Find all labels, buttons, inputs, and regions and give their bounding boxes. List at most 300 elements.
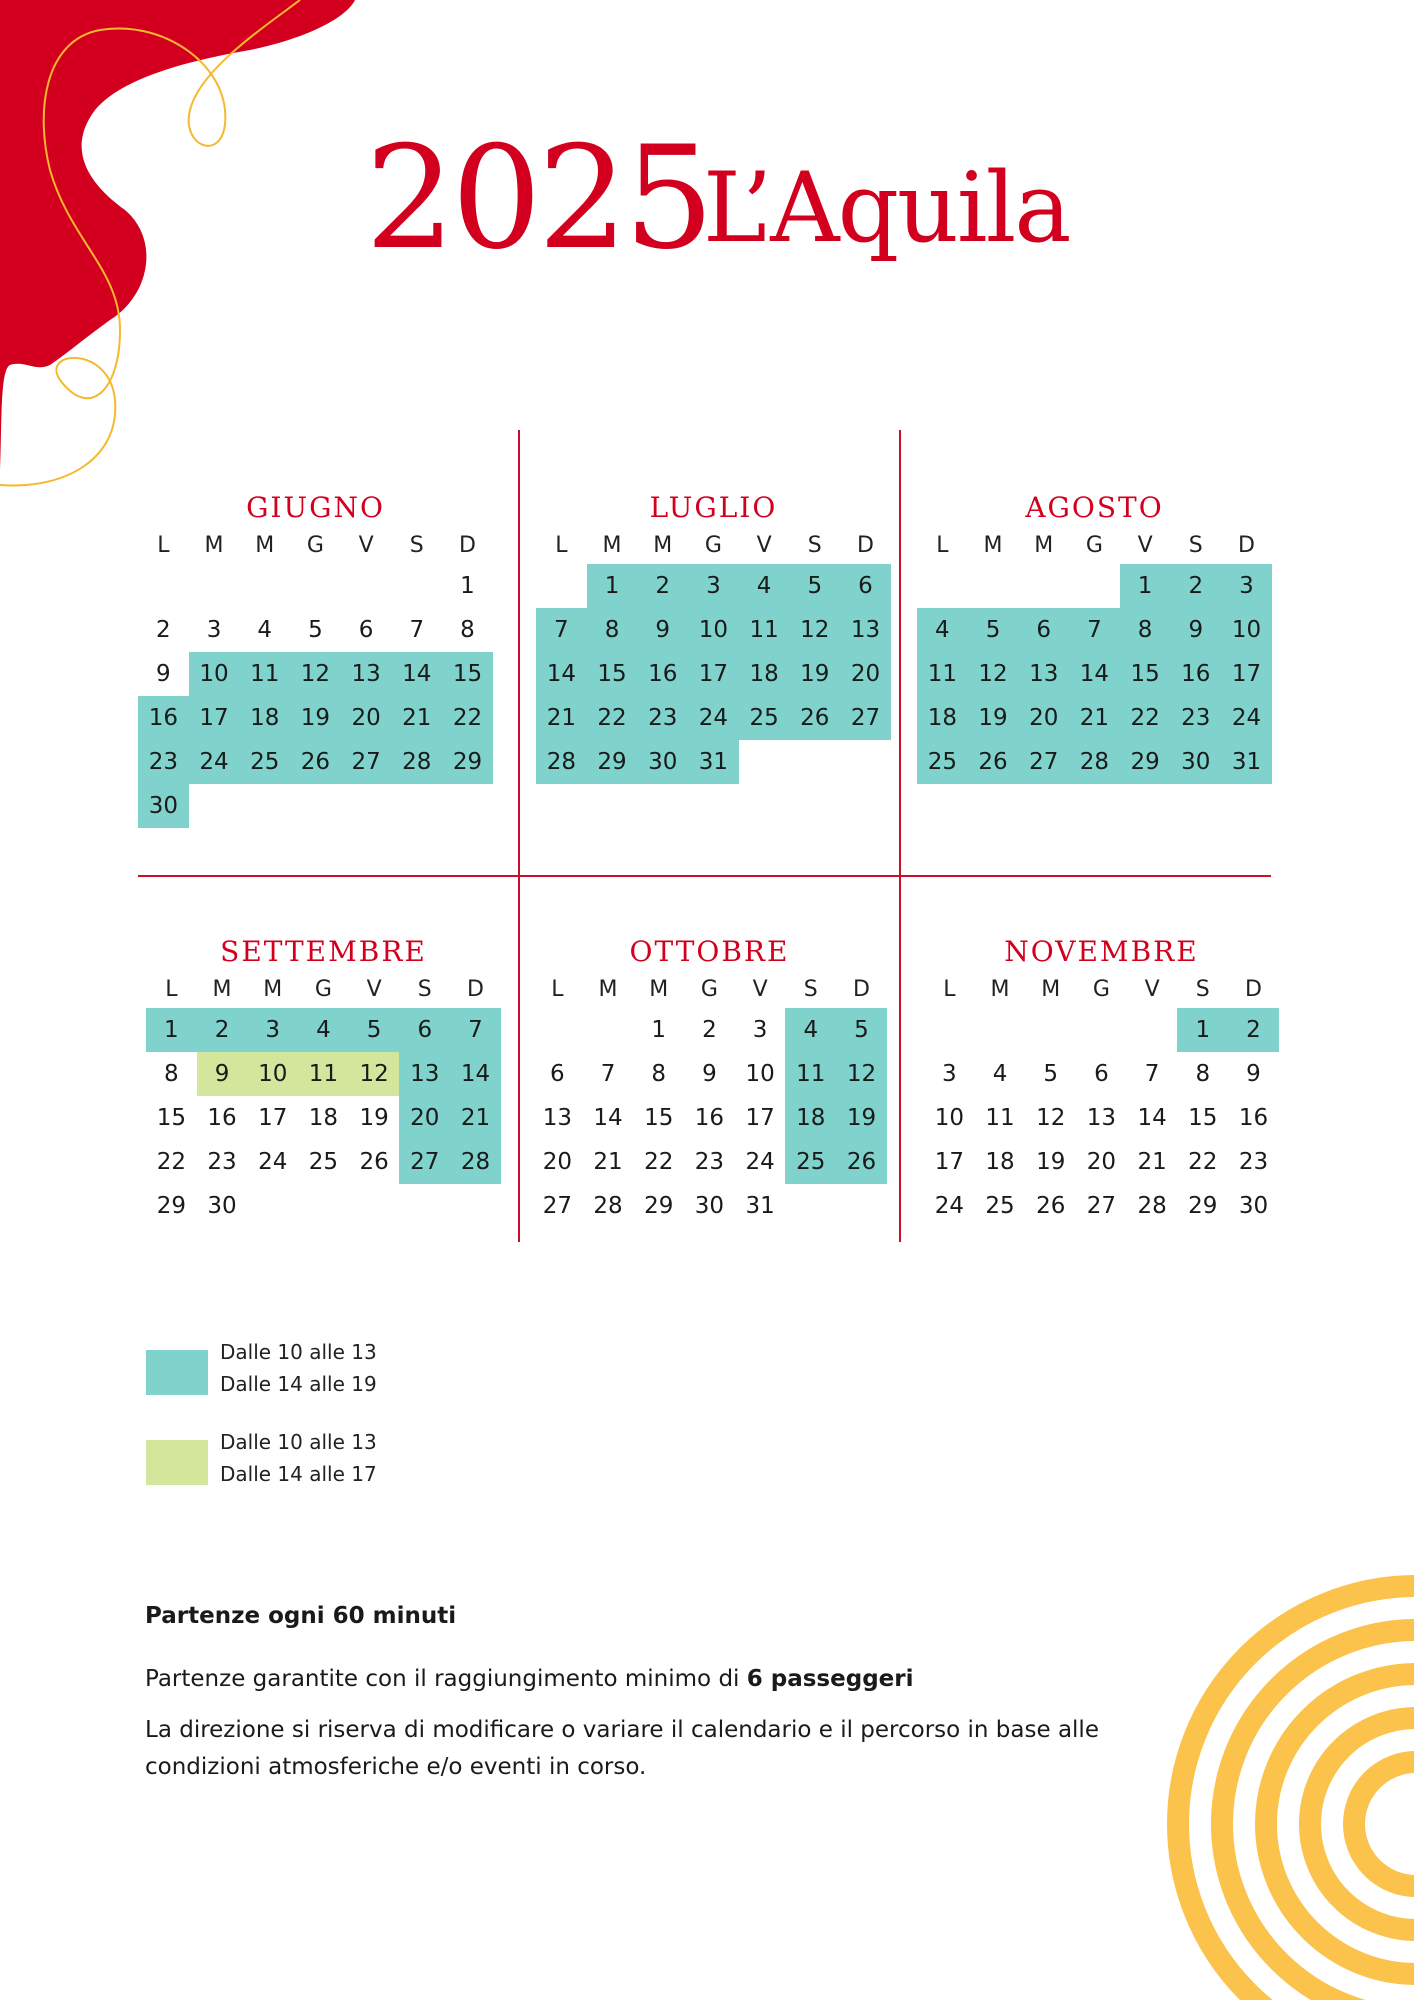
day-cell: 18 [308, 1105, 339, 1131]
day-cell: 11 [239, 652, 290, 696]
empty-day-cell [532, 1008, 583, 1052]
legend-line: Dalle 14 alle 19 [220, 1372, 377, 1396]
day-cell: 10 [1221, 608, 1272, 652]
day-cell: 1 [1120, 564, 1171, 608]
weekday-label: M [598, 977, 618, 1002]
day-cell: 5 [349, 1008, 400, 1052]
day-cell: 22 [442, 696, 493, 740]
day-cell: 13 [840, 608, 891, 652]
week-row [536, 564, 891, 608]
legend-swatch-teal [146, 1350, 208, 1395]
day-cell: 16 [207, 1105, 237, 1131]
day-cell: 10 [247, 1052, 298, 1096]
legend-line: Dalle 14 alle 17 [220, 1462, 377, 1486]
day-cell: 20 [542, 1149, 572, 1175]
day-cell: 3 [688, 564, 739, 608]
day-cell: 18 [785, 1096, 836, 1140]
week-row [924, 1008, 1279, 1052]
day-cell: 4 [739, 564, 790, 608]
weekday-label: V [358, 533, 374, 558]
day-cell: 1 [146, 1008, 197, 1052]
day-cell: 15 [156, 1105, 186, 1131]
day-cell: 31 [745, 1193, 775, 1219]
week-row [138, 696, 493, 740]
day-cell: 30 [694, 1193, 725, 1219]
weekday-label: M [204, 533, 224, 558]
weekday-label: M [649, 977, 669, 1002]
week-row [138, 564, 493, 608]
weekday-header [536, 528, 891, 564]
day-cell: 2 [156, 617, 171, 643]
divider-vertical-1 [518, 430, 520, 1242]
week-row [917, 740, 1272, 784]
yellow-rings-decoration [1154, 1480, 1414, 2000]
month-ottobre [532, 932, 887, 1228]
empty-day-cell [189, 784, 240, 828]
week-row [532, 1184, 887, 1228]
week-row [917, 608, 1272, 652]
legend-item-green [146, 1426, 377, 1490]
day-cell: 10 [688, 608, 739, 652]
day-cell: 26 [789, 696, 840, 740]
day-cell: 21 [450, 1096, 501, 1140]
day-cell: 17 [745, 1105, 775, 1131]
day-cell: 14 [593, 1105, 623, 1131]
day-cell: 23 [694, 1149, 725, 1175]
day-cell: 29 [442, 740, 493, 784]
day-cell: 9 [637, 608, 688, 652]
day-cell: 1 [460, 573, 475, 599]
day-cell: 20 [840, 652, 891, 696]
day-cell: 11 [298, 1052, 349, 1096]
empty-day-cell [391, 784, 442, 828]
empty-day-cell [1018, 564, 1069, 608]
day-cell: 13 [1086, 1105, 1117, 1131]
day-cell: 7 [600, 1061, 616, 1087]
week-row [924, 1052, 1279, 1096]
week-row [917, 696, 1272, 740]
week-row [536, 740, 891, 784]
legend-text-green [220, 1426, 377, 1490]
empty-day-cell [239, 784, 290, 828]
weekday-header [138, 528, 493, 564]
month-settembre [146, 932, 501, 1228]
day-cell: 15 [644, 1105, 674, 1131]
day-cell: 17 [934, 1149, 964, 1175]
empty-day-cell [583, 1008, 634, 1052]
day-cell: 26 [968, 740, 1019, 784]
day-cell: 5 [836, 1008, 887, 1052]
day-cell: 6 [358, 617, 374, 643]
day-cell: 28 [1069, 740, 1120, 784]
weekday-header [924, 972, 1279, 1008]
day-cell: 3 [206, 617, 222, 643]
weekday-label: M [1034, 533, 1054, 558]
empty-day-cell [785, 1184, 836, 1228]
day-cell: 17 [258, 1105, 288, 1131]
day-cell: 24 [1221, 696, 1272, 740]
week-row [536, 652, 891, 696]
weekday-label: G [306, 533, 324, 558]
day-cell: 26 [290, 740, 341, 784]
day-cell: 6 [1018, 608, 1069, 652]
day-cell: 25 [985, 1193, 1015, 1219]
day-cell: 28 [1137, 1193, 1167, 1219]
day-cell: 17 [1221, 652, 1272, 696]
day-cell: 16 [1170, 652, 1221, 696]
day-cell: 1 [1177, 1008, 1228, 1052]
legend-text-teal [220, 1336, 377, 1400]
day-cell: 2 [637, 564, 688, 608]
day-cell: 3 [1221, 564, 1272, 608]
month-name: GIUGNO [246, 491, 385, 524]
week-row [138, 740, 493, 784]
weekday-label: G [1085, 533, 1103, 558]
day-cell: 25 [239, 740, 290, 784]
legend-line: Dalle 10 alle 13 [220, 1340, 377, 1364]
day-cell: 30 [1170, 740, 1221, 784]
week-row [146, 1140, 501, 1184]
day-cell: 8 [1120, 608, 1171, 652]
empty-day-cell [239, 564, 290, 608]
day-cell: 22 [644, 1149, 674, 1175]
day-cell: 20 [1086, 1149, 1117, 1175]
day-cell: 31 [1221, 740, 1272, 784]
day-cell: 19 [968, 696, 1019, 740]
weekday-label: S [803, 977, 818, 1002]
day-cell: 29 [1188, 1193, 1218, 1219]
weekday-label: V [366, 977, 382, 1002]
day-cell: 24 [745, 1149, 775, 1175]
day-cell: 2 [1170, 564, 1221, 608]
week-row [138, 608, 493, 652]
week-row [138, 652, 493, 696]
week-row [536, 608, 891, 652]
day-cell: 28 [593, 1193, 623, 1219]
day-cell: 25 [739, 696, 790, 740]
day-cell: 18 [917, 696, 968, 740]
day-cell: 5 [968, 608, 1019, 652]
week-row [146, 1184, 501, 1228]
weekday-label: V [756, 533, 772, 558]
day-cell: 26 [836, 1140, 887, 1184]
day-cell: 9 [197, 1052, 248, 1096]
legend-line: Dalle 10 alle 13 [220, 1430, 377, 1454]
day-cell: 8 [164, 1061, 179, 1087]
day-cell: 12 [836, 1052, 887, 1096]
day-cell: 27 [341, 740, 392, 784]
day-cell: 24 [258, 1149, 288, 1175]
day-cell: 10 [934, 1105, 964, 1131]
day-cell: 12 [349, 1052, 400, 1096]
day-cell: 12 [1036, 1105, 1066, 1131]
day-cell: 19 [359, 1105, 389, 1131]
week-row [532, 1140, 887, 1184]
month-name: LUGLIO [649, 491, 778, 524]
day-cell: 18 [739, 652, 790, 696]
day-cell: 13 [341, 652, 392, 696]
day-cell: 22 [1188, 1149, 1218, 1175]
weekday-label: M [212, 977, 232, 1002]
day-cell: 14 [450, 1052, 501, 1096]
weekday-label: S [1188, 533, 1203, 558]
weekday-label: D [1237, 533, 1255, 558]
weekday-label: D [466, 977, 484, 1002]
week-row [924, 1096, 1279, 1140]
day-cell: 8 [587, 608, 638, 652]
day-cell: 23 [1238, 1149, 1269, 1175]
day-cell: 22 [1120, 696, 1171, 740]
empty-day-cell [450, 1184, 501, 1228]
empty-day-cell [1127, 1008, 1178, 1052]
day-cell: 11 [917, 652, 968, 696]
day-cell: 3 [752, 1017, 768, 1043]
week-row [917, 564, 1272, 608]
guarantee-text: Partenze garantite con il raggiungimento minimo di [145, 1666, 747, 1692]
day-cell: 8 [460, 617, 475, 643]
day-cell: 29 [156, 1193, 186, 1219]
day-cell: 25 [785, 1140, 836, 1184]
day-cell: 7 [409, 617, 425, 643]
empty-day-cell [138, 564, 189, 608]
empty-day-cell [290, 784, 341, 828]
day-cell: 21 [391, 696, 442, 740]
day-cell: 22 [587, 696, 638, 740]
day-cell: 16 [1238, 1105, 1269, 1131]
min-passengers: 6 passeggeri [746, 1666, 914, 1692]
month-giugno [138, 488, 493, 828]
weekday-label: M [1041, 977, 1061, 1002]
day-cell: 30 [207, 1193, 237, 1219]
day-cell: 29 [644, 1193, 674, 1219]
empty-day-cell [349, 1184, 400, 1228]
day-cell: 21 [593, 1149, 623, 1175]
weekday-label: S [409, 533, 424, 558]
weekday-label: V [752, 977, 768, 1002]
day-cell: 16 [637, 652, 688, 696]
day-cell: 24 [189, 740, 240, 784]
weekday-label: S [807, 533, 822, 558]
day-cell: 12 [968, 652, 1019, 696]
weekday-label: V [1144, 977, 1160, 1002]
day-cell: 2 [197, 1008, 248, 1052]
day-cell: 29 [1120, 740, 1171, 784]
day-cell: 5 [308, 617, 323, 643]
day-cell: 5 [789, 564, 840, 608]
day-cell: 31 [688, 740, 739, 784]
day-cell: 28 [536, 740, 587, 784]
day-cell: 13 [542, 1105, 572, 1131]
empty-day-cell [917, 564, 968, 608]
day-cell: 13 [399, 1052, 450, 1096]
empty-day-cell [247, 1184, 298, 1228]
day-cell: 21 [1137, 1149, 1167, 1175]
day-cell: 9 [702, 1061, 717, 1087]
day-cell: 6 [399, 1008, 450, 1052]
weekday-label: G [1092, 977, 1110, 1002]
week-row [146, 1052, 501, 1096]
day-cell: 2 [1228, 1008, 1279, 1052]
day-cell: 28 [450, 1140, 501, 1184]
day-cell: 14 [391, 652, 442, 696]
day-cell: 17 [189, 696, 240, 740]
title-city: L’Aquila [703, 152, 1070, 264]
weekday-label: M [990, 977, 1010, 1002]
day-cell: 4 [992, 1061, 1008, 1087]
day-cell: 19 [290, 696, 341, 740]
day-cell: 15 [587, 652, 638, 696]
weekday-label: D [1244, 977, 1262, 1002]
weekday-label: L [551, 977, 564, 1002]
day-cell: 14 [536, 652, 587, 696]
empty-day-cell [189, 564, 240, 608]
guarantee-note [145, 1661, 1145, 1698]
day-cell: 9 [156, 661, 171, 687]
empty-day-cell [968, 564, 1019, 608]
week-row [532, 1096, 887, 1140]
day-cell: 7 [1069, 608, 1120, 652]
empty-day-cell [391, 564, 442, 608]
day-cell: 29 [587, 740, 638, 784]
day-cell: 11 [739, 608, 790, 652]
weekday-header [146, 972, 501, 1008]
empty-day-cell [1069, 564, 1120, 608]
empty-day-cell [442, 784, 493, 828]
day-cell: 10 [745, 1061, 775, 1087]
day-cell: 30 [637, 740, 688, 784]
day-cell: 21 [536, 696, 587, 740]
divider-horizontal [138, 875, 1271, 877]
month-name: OTTOBRE [629, 935, 790, 968]
day-cell: 24 [688, 696, 739, 740]
day-cell: 6 [550, 1061, 565, 1087]
day-cell: 16 [138, 696, 189, 740]
week-row [532, 1008, 887, 1052]
notes-section [145, 1598, 1145, 1800]
day-cell: 22 [156, 1149, 186, 1175]
empty-day-cell [341, 784, 392, 828]
empty-day-cell [789, 740, 840, 784]
day-cell: 4 [298, 1008, 349, 1052]
week-row [146, 1008, 501, 1052]
month-name: NOVEMBRE [1004, 935, 1199, 968]
day-cell: 17 [688, 652, 739, 696]
day-cell: 20 [1018, 696, 1069, 740]
day-cell: 21 [1069, 696, 1120, 740]
empty-day-cell [341, 564, 392, 608]
title-year: 2025 [365, 116, 711, 281]
weekday-label: M [983, 533, 1003, 558]
red-blob-decoration [0, 0, 380, 500]
weekday-label: L [555, 533, 568, 558]
day-cell: 15 [442, 652, 493, 696]
day-cell: 23 [1170, 696, 1221, 740]
weekday-header [917, 528, 1272, 564]
legend-item-teal [146, 1336, 377, 1400]
weekday-label: L [157, 533, 170, 558]
yellow-ring-5 [1354, 1762, 1414, 1886]
day-cell: 20 [341, 696, 392, 740]
day-cell: 4 [917, 608, 968, 652]
month-agosto [917, 488, 1272, 784]
day-cell: 6 [840, 564, 891, 608]
divider-vertical-2 [899, 430, 901, 1242]
weekday-label: L [165, 977, 178, 1002]
empty-day-cell [1025, 1008, 1076, 1052]
month-name: AGOSTO [1025, 491, 1164, 524]
week-row [532, 1052, 887, 1096]
empty-day-cell [536, 564, 587, 608]
day-cell: 25 [917, 740, 968, 784]
day-cell: 19 [789, 652, 840, 696]
weekday-label: L [936, 533, 949, 558]
weekday-label: L [943, 977, 956, 1002]
empty-day-cell [1076, 1008, 1127, 1052]
weekday-label: M [263, 977, 283, 1002]
day-cell: 28 [391, 740, 442, 784]
day-cell: 20 [399, 1096, 450, 1140]
day-cell: 9 [1246, 1061, 1261, 1087]
day-cell: 11 [985, 1105, 1015, 1131]
day-cell: 8 [651, 1061, 667, 1087]
day-cell: 12 [290, 652, 341, 696]
day-cell: 14 [1137, 1105, 1167, 1131]
day-cell: 11 [785, 1052, 836, 1096]
day-cell: 27 [399, 1140, 450, 1184]
weekday-label: M [255, 533, 275, 558]
day-cell: 4 [785, 1008, 836, 1052]
day-cell: 18 [239, 696, 290, 740]
day-cell: 7 [536, 608, 587, 652]
day-cell: 19 [1036, 1149, 1066, 1175]
week-row [917, 652, 1272, 696]
day-cell: 2 [702, 1017, 717, 1043]
day-cell: 19 [836, 1096, 887, 1140]
day-cell: 4 [257, 617, 273, 643]
month-name: SETTEMBRE [220, 935, 427, 968]
empty-day-cell [298, 1184, 349, 1228]
day-cell: 1 [651, 1017, 667, 1043]
day-cell: 23 [637, 696, 688, 740]
day-cell: 13 [1018, 652, 1069, 696]
weekday-label: S [1195, 977, 1210, 1002]
month-novembre [924, 932, 1279, 1228]
day-cell: 1 [587, 564, 638, 608]
week-row [536, 696, 891, 740]
departure-frequency: Partenze ogni 60 minuti [145, 1603, 457, 1629]
day-cell: 18 [985, 1149, 1015, 1175]
day-cell: 12 [789, 608, 840, 652]
disclaimer-note: La direzione si riserva di modificare o variare il calendario e il percorso in base alle condizioni atmosferiche e/o eventi in corso. [145, 1717, 1099, 1780]
legend-swatch-green [146, 1440, 208, 1485]
day-cell: 23 [138, 740, 189, 784]
day-cell: 5 [1043, 1061, 1059, 1087]
day-cell: 26 [1036, 1193, 1066, 1219]
day-cell: 3 [247, 1008, 298, 1052]
weekday-label: S [417, 977, 432, 1002]
weekday-label: V [1137, 533, 1153, 558]
day-cell: 15 [1120, 652, 1171, 696]
weekday-label: G [704, 533, 722, 558]
day-cell: 30 [1238, 1193, 1269, 1219]
empty-day-cell [836, 1184, 887, 1228]
weekday-header [532, 972, 887, 1008]
day-cell: 10 [189, 652, 240, 696]
day-cell: 6 [1094, 1061, 1109, 1087]
day-cell: 7 [450, 1008, 501, 1052]
day-cell: 27 [840, 696, 891, 740]
day-cell: 27 [1086, 1193, 1117, 1219]
